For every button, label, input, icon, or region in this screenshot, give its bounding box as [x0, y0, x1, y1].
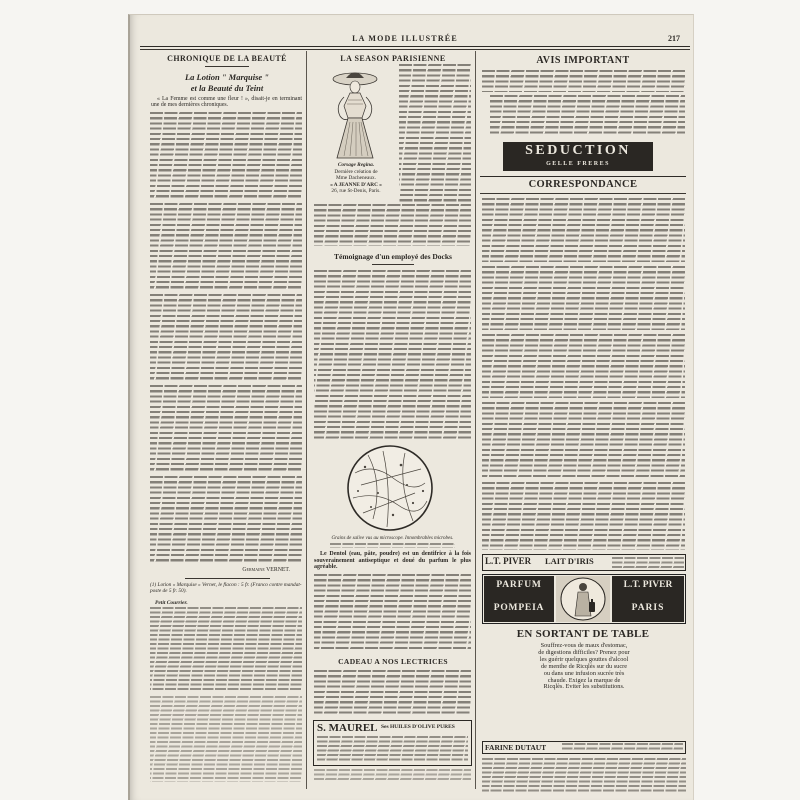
courrier-label: Petit Courrier. — [155, 600, 188, 606]
caption-text-line — [330, 543, 455, 548]
perfume-bottle-illustration — [556, 576, 610, 622]
caption-line: Dernière création de — [334, 168, 378, 175]
article-subheading-2: et la Beauté du Teint — [190, 83, 264, 93]
heading-rule — [372, 264, 414, 265]
table-body-line: de digestions difficiles? Prenez pour — [538, 648, 630, 656]
season-text-block — [314, 204, 471, 246]
masthead-title: LA MODE ILLUSTRÉE — [352, 34, 458, 43]
column-divider-right — [475, 51, 476, 789]
season-text-block — [399, 64, 471, 204]
dentol-lead: Le Dentol (eau, pâte, poudre) est un dentifrice à la fois souverainement antiseptique et doué du parfum le plus agréable. — [314, 551, 471, 571]
seduction-brand: SEDUCTION — [525, 143, 631, 158]
masthead-rule-thin — [140, 49, 690, 50]
piver-product: LAIT D'IRIS — [545, 556, 594, 566]
table-body-line: les guérir quelques gouttes d'alcool — [539, 655, 629, 663]
article-subheading: La Lotion " Marquise " — [184, 72, 270, 82]
correspondance-text-block — [482, 402, 685, 478]
pompeia-line-1: PARFUM — [496, 580, 542, 590]
footnote-rule — [185, 578, 270, 579]
section-rule — [480, 193, 686, 194]
pompeia-brand: L.T. PIVER — [623, 580, 673, 590]
piver-brand: L.T. PIVER — [485, 556, 532, 566]
article-signature: Germaine VERNET. — [242, 567, 290, 573]
avis-text-block — [482, 70, 685, 92]
avis-price-list — [490, 95, 685, 135]
table-body-line: de menthe de Ricqlès sur du sucre — [540, 662, 628, 670]
maurel-tagline: Ses HUILES D'OLIVE PURES — [381, 724, 455, 730]
correspondance-text-block — [482, 266, 685, 330]
microscope-view — [343, 443, 438, 533]
microscope-caption: Grains de salive vus au microscope. Innombrables microbes. — [331, 536, 454, 541]
article-footnote: (1) Lotion « Marquise » Vernet, le flacon : 5 fr. (Franco contre mandat-poste de 5 fr. 50). — [150, 582, 302, 594]
avis-heading: AVIS IMPORTANT — [536, 55, 630, 66]
correspondance-text-block — [482, 482, 685, 550]
caption-address: 26, rue St-Denis, Paris. — [331, 188, 381, 195]
correspondance-heading: CORRESPONDANCE — [528, 179, 638, 190]
season-heading: LA SEASON PARISIENNE — [340, 54, 446, 63]
correspondance-text-block — [482, 198, 685, 262]
body-text-block — [150, 112, 302, 200]
dentol-text-block — [314, 574, 471, 652]
masthead-rule — [140, 46, 690, 47]
gift-heading: CADEAU A NOS LECTRICES — [338, 657, 448, 666]
docks-heading: Témoignage d'un employé des Docks — [334, 252, 452, 261]
body-text-block — [150, 203, 302, 291]
courrier-text-block — [150, 607, 302, 690]
footer-text-block — [314, 769, 471, 782]
gift-text-block — [314, 670, 471, 717]
seduction-maker: GELLE FRERES — [546, 161, 610, 167]
column-divider-left — [306, 51, 307, 789]
footer-text-block — [482, 758, 686, 792]
farine-brand: FARINE DUTAUT — [485, 743, 547, 752]
pompeia-line-2: POMPEIA — [493, 603, 545, 613]
farine-ad-text — [562, 743, 683, 752]
body-text-block — [150, 476, 302, 564]
beauty-column-heading: CHRONIQUE DE LA BEAUTÉ — [167, 54, 287, 63]
table-body-line: ou dans une infusion sucrée très — [543, 669, 625, 677]
maurel-ad-text — [317, 736, 468, 763]
piver-ad-text — [612, 557, 684, 569]
page-number: 217 — [668, 34, 680, 43]
caption-title: Corsage Regina. — [337, 162, 375, 168]
notice-text-block — [150, 696, 302, 782]
table-body-line: Ricqlès. Eviter les substitutions. — [543, 683, 625, 691]
caption-store: « A JEANNE D'ARC » — [330, 181, 382, 188]
table-heading: EN SORTANT DE TABLE — [516, 628, 650, 640]
table-body-line: chaude. Exigez la marque de — [547, 676, 621, 684]
section-rule — [480, 176, 686, 177]
caption-line: Mme Dacheneaux. — [335, 175, 376, 182]
docks-text-block — [314, 270, 471, 440]
body-text-block — [150, 385, 302, 473]
correspondance-text-block — [482, 334, 685, 398]
pompeia-city: PARIS — [631, 603, 665, 613]
heading-rule — [205, 66, 249, 67]
table-body-line: Souffrez-vous de maux d'estomac, — [540, 642, 628, 649]
fashion-caption — [314, 162, 398, 195]
maurel-brand: S. MAUREL — [317, 722, 378, 734]
fashion-illustration — [322, 66, 392, 161]
article-lead: « La Femme est comme une fleur ! », disait-je en terminant une de mes dernières chroniques. — [151, 96, 302, 109]
table-body — [484, 643, 684, 691]
body-text-block — [150, 294, 302, 382]
